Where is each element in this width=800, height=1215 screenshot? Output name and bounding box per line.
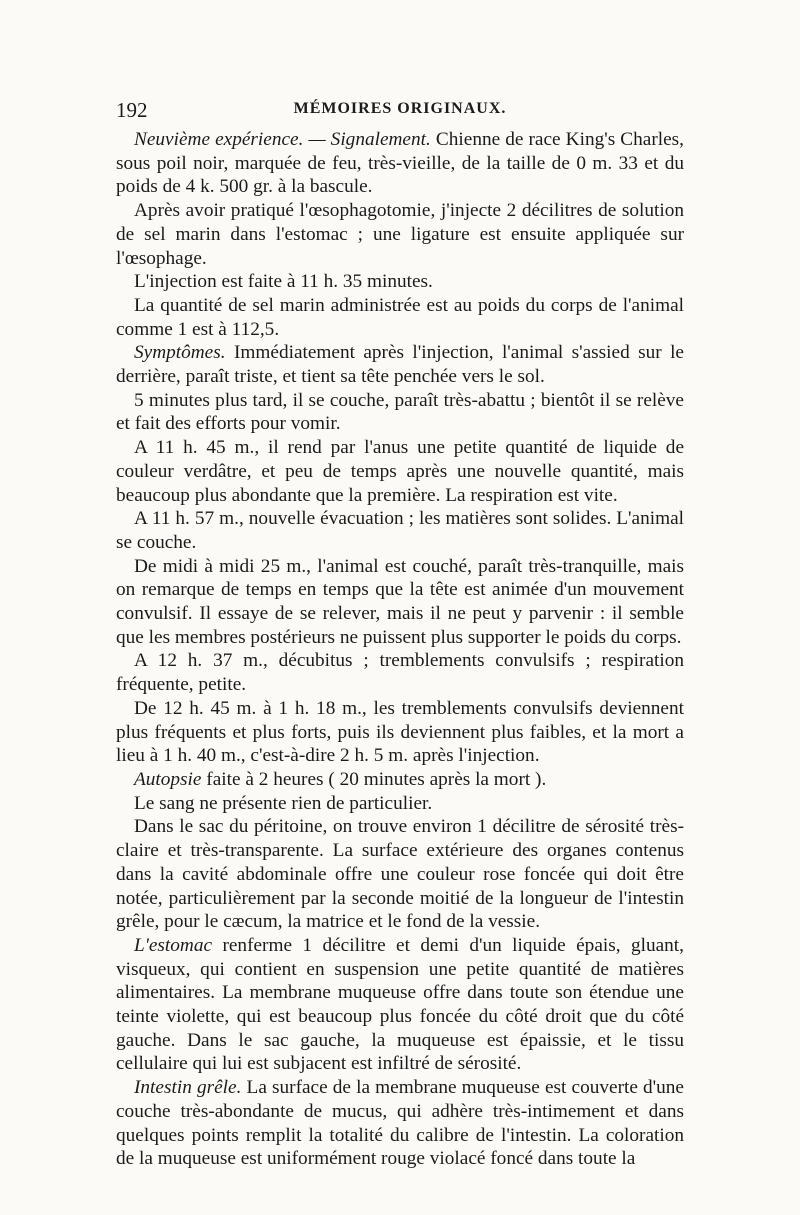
paragraph: A 11 h. 57 m., nouvelle évacuation ; les matières sont solides. L'animal se couche.: [116, 508, 684, 553]
paragraph: La quantité de sel marin administrée est au poids du corps de l'animal comme 1 est à 112,5.: [116, 294, 684, 340]
paragraph: A 11 h. 45 m., il rend par l'anus une petite quantité de liquide de couleur verdâtre, et peu de temps après une nouvelle quantité, mais beaucoup plus abondante que la première. La respiration est vite.: [116, 437, 684, 506]
paragraph: De 12 h. 45 m. à 1 h. 18 m., les tremblements convulsifs deviennent plus fréquents et plus forts, puis ils deviennent plus faibles, et la mort a lieu à 1 h. 40 m., c'est-à-dire 2 h. 5 m. après l'injection.: [116, 697, 684, 767]
paragraph: Neuvième expérience. — Signalement. Chienne de race King's Charles, sous poil noir, marquée de feu, très-vieille, de la taille de 0 m. 33 et du poids de 4 k. 500 gr. à la bascule.: [116, 129, 684, 198]
paragraph: L'estomac renferme 1 décilitre et demi d'un liquide épais, gluant, visqueux, qui contient en suspension une petite quantité de matières alimentaires. La membrane muqueuse offre dans toute son étendue une teinte violette, qui est beaucoup plus foncée du côté droit que du côté gauche. Dans le sac gauche, la muqueuse est épaissie, et le tissu cellulaire qui lui est subjacent est infiltré de sérosité.: [116, 934, 684, 1075]
running-head: MÉMOIRES ORIGINAUX.: [293, 100, 507, 117]
paragraph: De midi à midi 25 m., l'animal est couché, paraît très-tranquille, mais on remarque de temps en temps que la tête est animée d'un mouvement convulsif. Il essaye de se relever, mais il ne peut y parvenir : il semble que les membres postérieurs ne puissent plus supporter le poids du corps.: [116, 555, 684, 648]
paragraph: Dans le sac du péritoine, on trouve environ 1 décilitre de sérosité très-claire et très-transparente. La surface extérieure des organes contenus dans la cavité abdominale offre une couleur rose foncée qui doit être notée, particulièrement par la seconde moitié de la longueur de l'intestin grêle, pour le cæcum, la matrice et le fond de la vessie.: [116, 816, 684, 933]
paragraph: Le sang ne présente rien de particulier.: [134, 792, 433, 814]
paragraph: 5 minutes plus tard, il se couche, paraît très-abattu ; bientôt il se relève et fait des efforts pour vomir.: [116, 389, 684, 435]
paragraph: A 12 h. 37 m., décubitus ; tremblements convulsifs ; respiration fréquente, petite.: [116, 650, 684, 696]
page-number: 192: [116, 98, 148, 122]
paragraph: Après avoir pratiqué l'œsophagotomie, j'injecte 2 décilitres de solution de sel marin dans l'estomac ; une ligature est ensuite appliquée sur l'œsophage.: [116, 200, 684, 269]
paragraph: L'injection est faite à 11 h. 35 minutes.: [134, 271, 433, 293]
paragraph: Autopsie faite à 2 heures ( 20 minutes après la mort ).: [134, 768, 547, 790]
paragraph: Symptômes. Immédiatement après l'injection, l'animal s'assied sur le derrière, paraît triste, et tient sa tête penchée vers le sol.: [116, 342, 684, 388]
paragraph: Intestin grêle. La surface de la membrane muqueuse est couverte d'une couche très-abondante de mucus, qui adhère très-intimement et dans quelques points remplit la totalité du calibre de l'intestin. La coloration de la muqueuse est uniformément rouge violacé foncé dans toute la: [116, 1077, 684, 1170]
body-text: [116, 128, 684, 1171]
page-header: [116, 98, 684, 128]
